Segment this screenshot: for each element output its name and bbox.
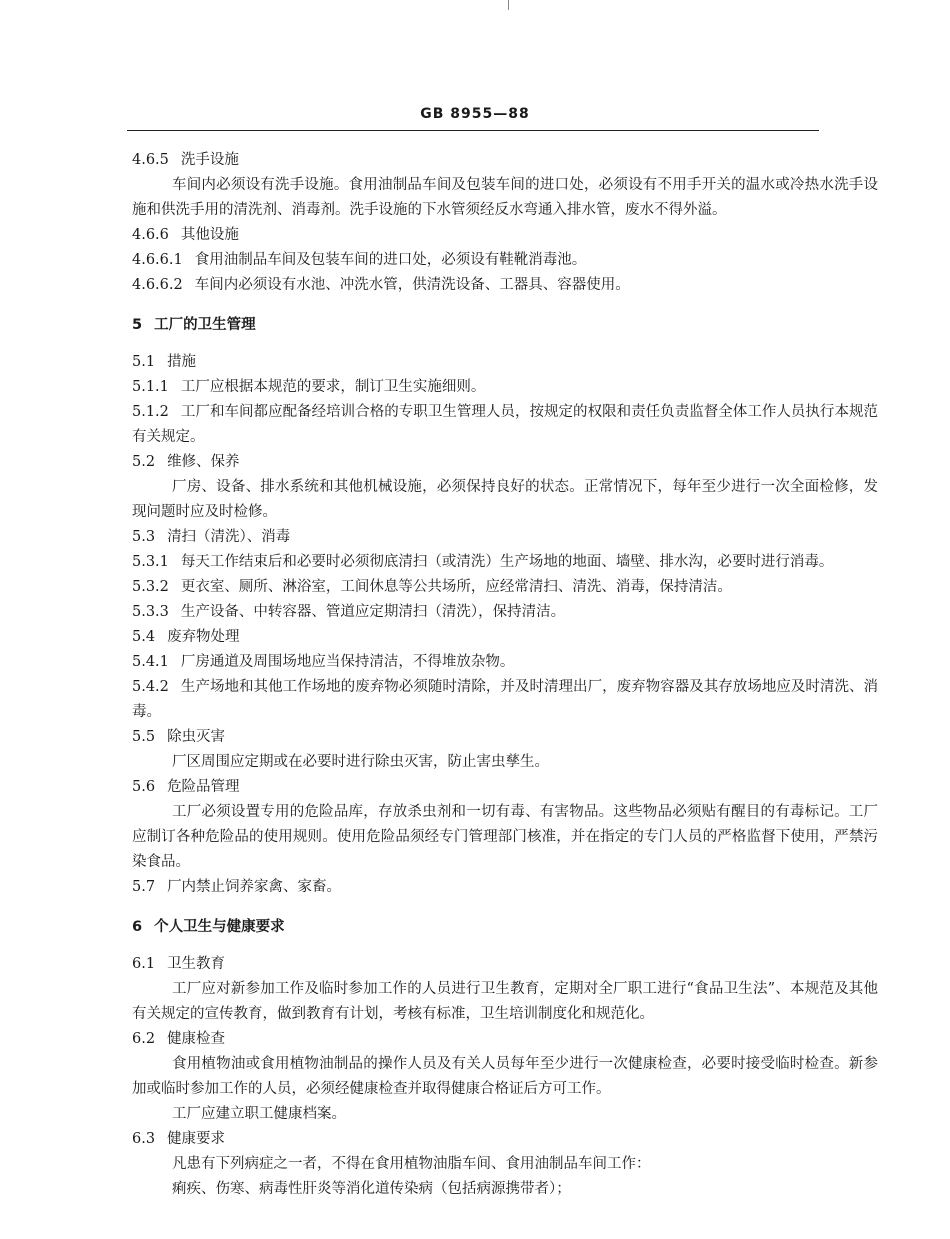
- clause-text: 厂内禁止饲养家禽、家畜。: [167, 879, 342, 895]
- clause-title: 危险品管理: [167, 779, 240, 795]
- clause-5-3-2: [132, 575, 878, 600]
- clause-title: 卫生教育: [167, 956, 226, 972]
- paragraph: 工厂必须设置专用的危险品库，存放杀虫剂和一切有毒、有害物品。这些物品必须贴有醒目的有毒标记。工厂应制订各种危险品的使用规则。使用危险品须经专门管理部门核准，并在指定的专门人员的严格监督下使用，严禁污染食品。: [132, 804, 878, 870]
- heading-4-6-5: [132, 148, 878, 173]
- clause-number: 5.4.2: [132, 679, 169, 695]
- section-heading-5: [132, 313, 878, 338]
- clause-number: 5.6: [132, 779, 156, 795]
- heading-5-6: [132, 775, 878, 800]
- paragraph: 厂区周围应定期或在必要时进行除虫灭害，防止害虫孳生。: [172, 754, 549, 770]
- clause-title: 废弃物处理: [167, 629, 240, 645]
- paragraph: 食用植物油或食用植物油制品的操作人员及有关人员每年至少进行一次健康检查，必要时接受临时检查。新参加或临时参加工作的人员，必须经健康检查并取得健康合格证后方可工作。: [132, 1056, 878, 1097]
- clause-number: 5.3.3: [132, 604, 169, 620]
- section-title: 个人卫生与健康要求: [154, 919, 285, 935]
- heading-5-2: [132, 450, 878, 475]
- clause-number: 5.4: [132, 629, 156, 645]
- paragraph: 痢疾、伤寒、病毒性肝炎等消化道传染病（包括病源携带者）；: [172, 1181, 571, 1197]
- clause-number: 6.3: [132, 1131, 156, 1147]
- heading-5-4: [132, 625, 878, 650]
- clause-5-4-2: [132, 675, 878, 725]
- heading-6-2: [132, 1027, 878, 1052]
- clause-4-6-6-1: [132, 248, 878, 273]
- clause-number: 5.1: [132, 354, 156, 370]
- clause-text: 生产场地和其他工作场地的废弃物必须随时清除，并及时清理出厂，废弃物容器及其存放场地应及时清洗、消毒。: [132, 679, 878, 720]
- section-number: 5: [132, 317, 143, 333]
- clause-number: 5.2: [132, 454, 156, 470]
- clause-5-1-2: [132, 400, 878, 450]
- clause-number: 4.6.6: [132, 227, 169, 243]
- clause-title: 措施: [167, 354, 197, 370]
- clause-number: 5.7: [132, 879, 156, 895]
- section-heading-6: [132, 915, 878, 940]
- clause-number: 5.1.2: [132, 404, 169, 420]
- clause-title: 除虫灭害: [167, 729, 226, 745]
- header-rule: [127, 130, 819, 131]
- clause-title: 洗手设施: [180, 152, 239, 168]
- paragraph: 工厂应建立职工健康档案。: [172, 1106, 346, 1122]
- clause-number: 5.3.1: [132, 554, 169, 570]
- clause-text: 厂房通道及周围场地应当保持清洁，不得堆放杂物。: [180, 654, 515, 670]
- clause-number: 4.6.5: [132, 152, 169, 168]
- clause-5-4-1: [132, 650, 878, 675]
- clause-text: 每天工作结束后和必要时必须彻底清扫（或清洗）生产场地的地面、墙壁、排水沟，必要时进行消毒。: [180, 554, 834, 570]
- clause-number: 5.4.1: [132, 654, 169, 670]
- clause-title: 健康要求: [167, 1131, 226, 1147]
- clause-title: 健康检查: [167, 1031, 226, 1047]
- heading-6-3: [132, 1127, 878, 1152]
- clause-number: 5.3.2: [132, 579, 169, 595]
- clause-title: 其他设施: [180, 227, 239, 243]
- paragraph: 凡患有下列病症之一者，不得在食用植物油脂车间、食用油制品车间工作：: [172, 1156, 651, 1172]
- heading-5-5: [132, 725, 878, 750]
- heading-6-1: [132, 952, 878, 977]
- clause-5-3-3: [132, 600, 878, 625]
- paragraph: 工厂应对新参加工作及临时参加工作的人员进行卫生教育，定期对全厂职工进行“食品卫生法”、本规范及其他有关规定的宣传教育，做到教育有计划，考核有标准，卫生培训制度化和规范化。: [132, 981, 878, 1022]
- clause-number: 5.1.1: [132, 379, 169, 395]
- paragraph: 车间内必须设有洗手设施。食用油制品车间及包装车间的进口处，必须设有不用手开关的温水或冷热水洗手设施和供洗手用的清洗剂、消毒剂。洗手设施的下水管须经反水弯通入排水管，废水不得外溢。: [132, 177, 878, 218]
- heading-5-3: [132, 525, 878, 550]
- paragraph: 厂房、设备、排水系统和其他机械设施，必须保持良好的状态。正常情况下，每年至少进行一次全面检修，发现问题时应及时检修。: [132, 479, 878, 520]
- clause-number: 4.6.6.2: [132, 277, 183, 293]
- clause-text: 工厂和车间都应配备经培训合格的专职卫生管理人员，按规定的权限和责任负责监督全体工作人员执行本规范有关规定。: [132, 404, 878, 445]
- heading-4-6-6: [132, 223, 878, 248]
- document-body: [132, 148, 878, 1202]
- clause-4-6-6-2: [132, 273, 878, 298]
- clause-number: 4.6.6.1: [132, 252, 183, 268]
- clause-5-1-1: [132, 375, 878, 400]
- clause-text: 生产设备、中转容器、管道应定期清扫（清洗），保持清洁。: [180, 604, 566, 620]
- clause-title: 维修、保养: [167, 454, 240, 470]
- scan-mark: [508, 0, 509, 10]
- clause-title: 清扫（清洗）、消毒: [167, 529, 291, 545]
- clause-number: 6.1: [132, 956, 156, 972]
- clause-number: 6.2: [132, 1031, 156, 1047]
- clause-number: 5.5: [132, 729, 156, 745]
- section-number: 6: [132, 919, 143, 935]
- clause-number: 5.3: [132, 529, 156, 545]
- section-title: 工厂的卫生管理: [154, 317, 256, 333]
- clause-text: 更衣室、厕所、淋浴室，工间休息等公共场所，应经常清扫、清洗、消毒，保持清洁。: [180, 579, 732, 595]
- clause-5-7: [132, 875, 878, 900]
- heading-5-1: [132, 350, 878, 375]
- clause-text: 食用油制品车间及包装车间的进口处，必须设有鞋靴消毒池。: [194, 252, 587, 268]
- clause-text: 车间内必须设有水池、冲洗水管，供清洗设备、工器具、容器使用。: [194, 277, 630, 293]
- clause-5-3-1: [132, 550, 878, 575]
- page-header: GB 8955—88: [420, 106, 530, 122]
- clause-text: 工厂应根据本规范的要求，制订卫生实施细则。: [180, 379, 486, 395]
